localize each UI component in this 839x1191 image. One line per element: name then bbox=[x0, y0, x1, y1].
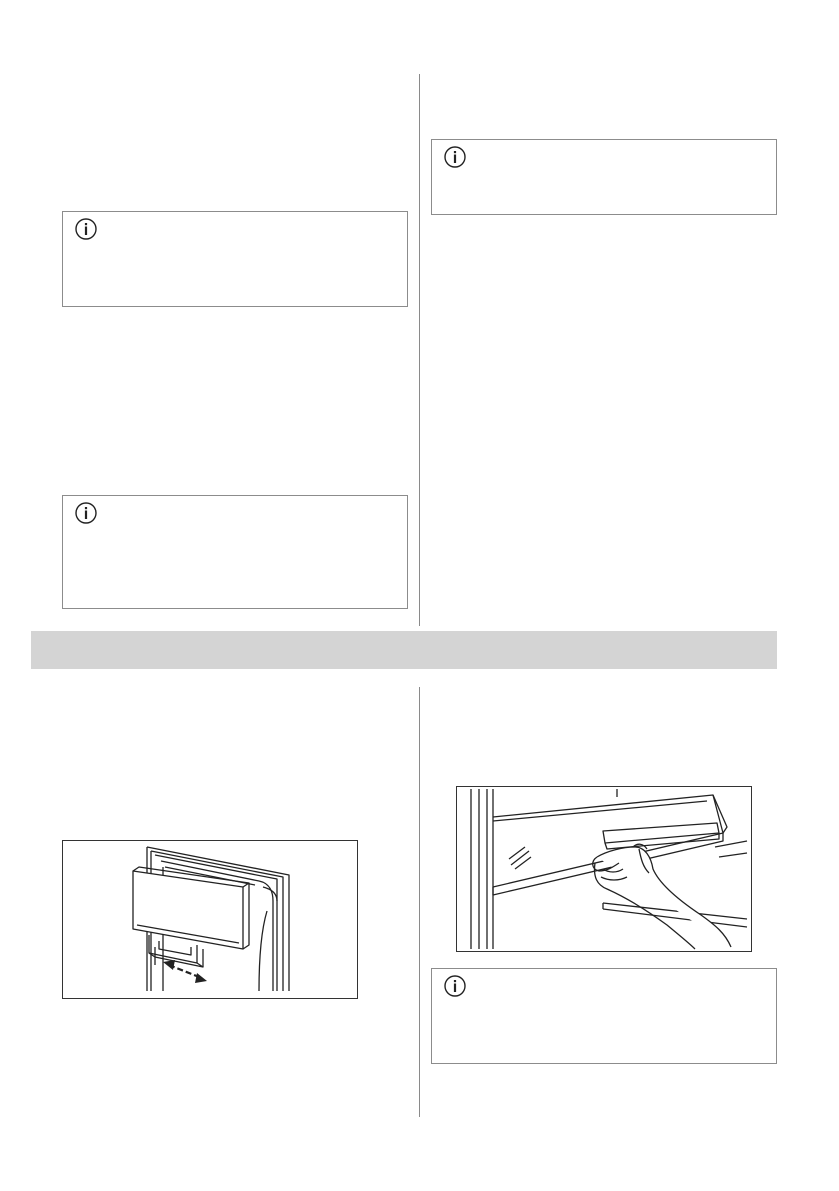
info-box-right-2 bbox=[431, 968, 777, 1064]
info-box-left-2 bbox=[62, 495, 408, 609]
info-box-right-1 bbox=[431, 139, 777, 215]
info-circle-icon bbox=[444, 146, 466, 168]
column-divider-top bbox=[419, 74, 420, 626]
shelf-removal-figure bbox=[456, 786, 752, 952]
shelf-removal-illustration bbox=[457, 787, 751, 951]
info-circle-icon bbox=[444, 975, 466, 997]
column-divider-bottom bbox=[419, 687, 420, 1117]
section-heading-band bbox=[31, 631, 777, 669]
info-circle-icon bbox=[75, 502, 97, 524]
info-circle-icon bbox=[75, 218, 97, 240]
door-balcony-illustration bbox=[63, 841, 357, 998]
info-box-left-1 bbox=[62, 211, 408, 307]
door-balcony-figure bbox=[62, 840, 358, 999]
